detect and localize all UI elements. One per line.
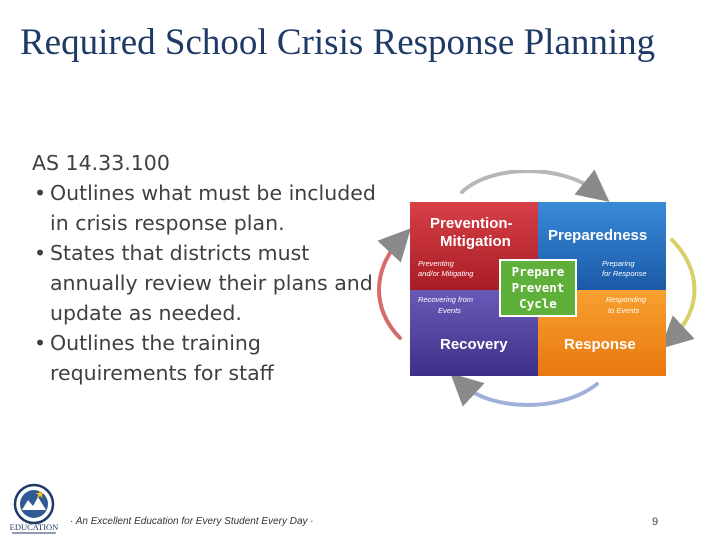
state-seal-logo-icon: [6, 482, 62, 536]
recovering-label: Recovering from: [418, 295, 474, 304]
bullet-item: • Outlines the training requirements for staff: [32, 328, 382, 388]
mitigation-title: Mitigation: [440, 233, 511, 250]
preventing-label-2: and/or Mitigating: [418, 269, 474, 278]
recovery-title: Recovery: [440, 336, 508, 353]
logo-text: EDUCATION: [9, 522, 59, 532]
responding-label: Responding: [606, 295, 647, 304]
preparing-label: Preparing: [602, 259, 635, 268]
responding-label-2: to Events: [608, 306, 640, 315]
recovering-label-2: Events: [438, 306, 461, 315]
statute-heading: AS 14.33.100: [32, 151, 170, 175]
center-cycle: Cycle: [519, 296, 557, 311]
center-prevent: Prevent: [511, 280, 565, 295]
prevention-title: Prevention-: [430, 215, 513, 232]
footer-tagline: · An Excellent Education for Every Student Every Day ·: [70, 516, 314, 527]
preventing-label: Preventing: [418, 259, 454, 268]
preparedness-title: Preparedness: [548, 227, 648, 244]
body-content: [32, 148, 382, 388]
preparing-label-2: for Response: [602, 269, 647, 278]
response-title: Response: [564, 336, 636, 353]
center-prepare: Prepare: [511, 264, 565, 279]
bullet-item: • Outlines what must be included in crisis response plan.: [32, 178, 382, 238]
bullet-item: • States that districts must annually review their plans and update as needed.: [32, 238, 382, 328]
page-number: 9: [652, 516, 659, 528]
bullet-list: [32, 178, 382, 388]
slide-title: Required School Crisis Response Planning: [20, 22, 656, 63]
prepare-prevent-cycle-diagram: [372, 170, 702, 410]
